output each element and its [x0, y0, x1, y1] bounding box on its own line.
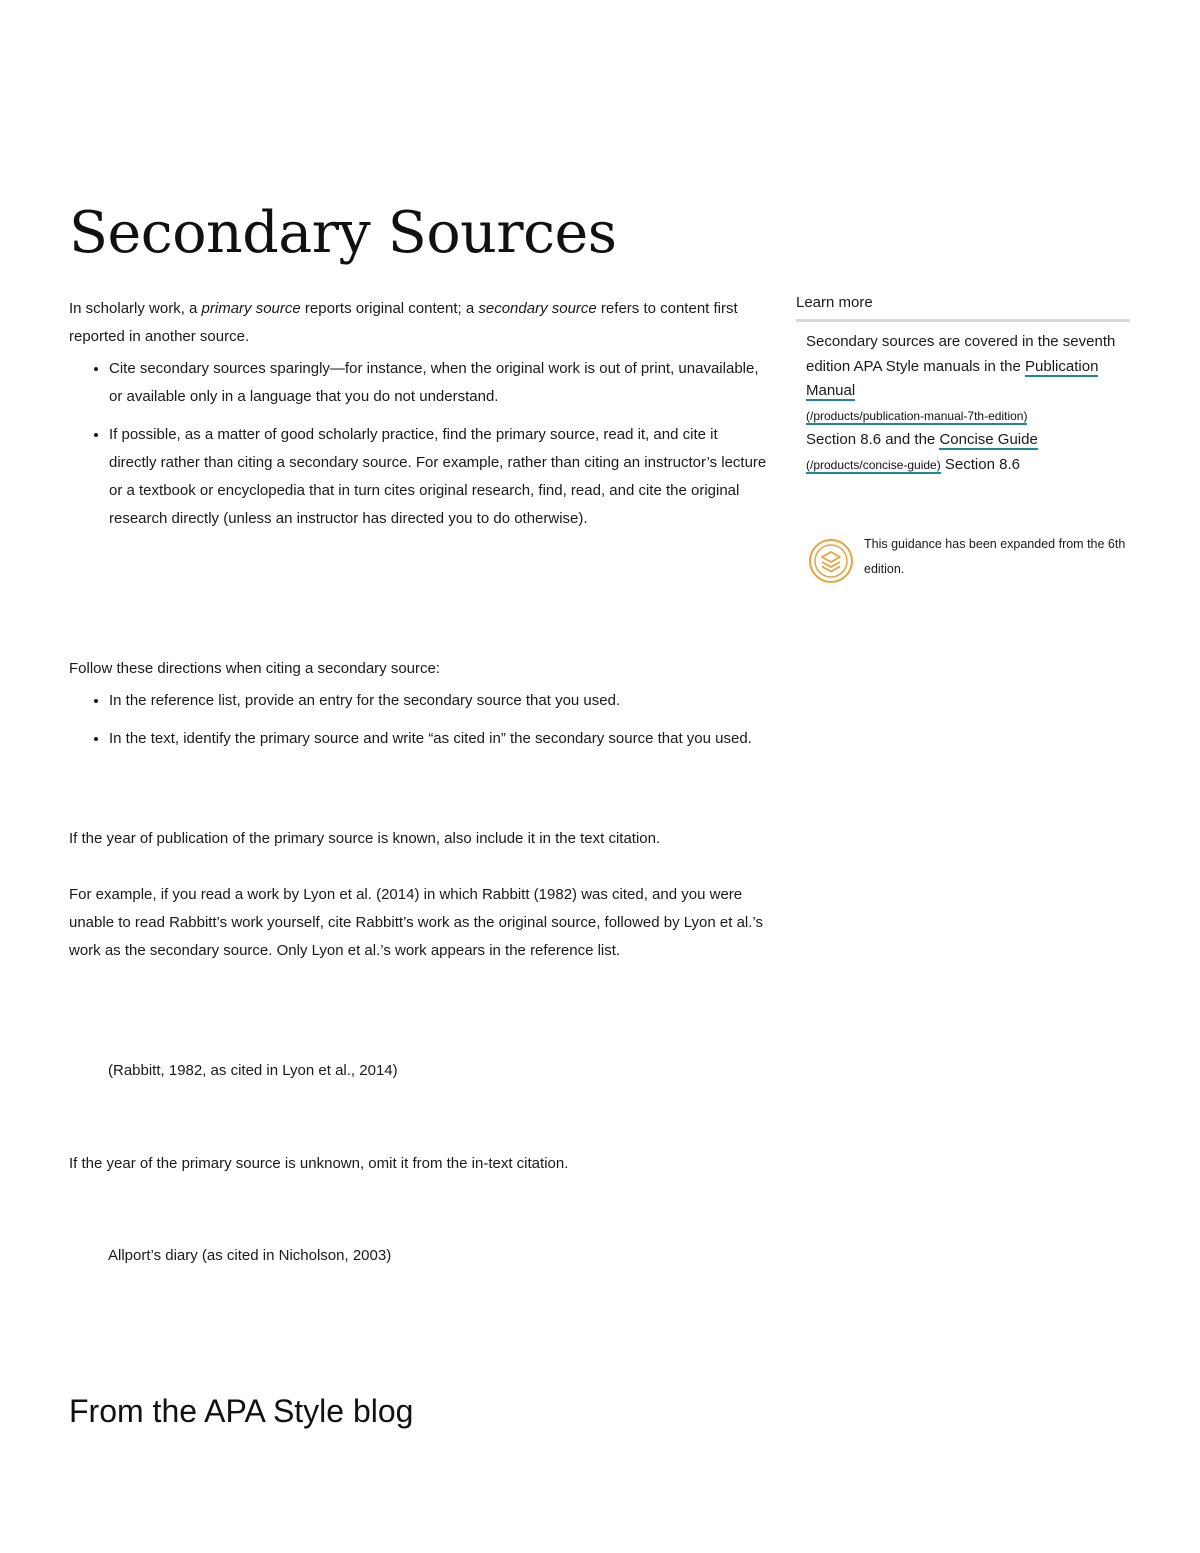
directions-list: [69, 687, 769, 753]
list-item: • In the reference list, provide an entry for the secondary source that you used.: [109, 687, 769, 715]
sidebar-heading: Learn more: [796, 294, 1130, 322]
list-item: • In the text, identify the primary source and write “as cited in” the secondary source that you used.: [109, 725, 769, 753]
example-paragraph: For example, if you read a work by Lyon et al. (2014) in which Rabbitt (1982) was cited, and you were unable to read Rabbitt’s work yourself, cite Rabbitt’s work as the original source, followed by Lyon et al.’s work as the secondary source. Only Lyon et al.’s work appears in the reference list.: [69, 886, 763, 959]
directions-section: [69, 655, 769, 753]
concise-guide-link[interactable]: Concise Guide: [939, 431, 1038, 448]
year-unknown-paragraph: If the year of the primary source is unknown, omit it from the in-text citation.: [69, 1155, 569, 1172]
directions-intro: Follow these directions when citing a secondary source:: [69, 660, 441, 677]
page-title: Secondary Sources: [69, 200, 617, 266]
intro-section: [69, 295, 769, 533]
badge-text: This guidance has been expanded from the 6th edition.: [864, 537, 1126, 576]
term-secondary-source: secondary source: [478, 300, 597, 317]
blog-heading: From the APA Style blog: [69, 1393, 414, 1429]
intro-paragraph: In scholarly work, a primary source reports original content; a secondary source refers to content first reported in another source.: [69, 300, 738, 345]
publication-manual-link[interactable]: Publication Manual: [806, 357, 1099, 399]
example-citation: (Rabbitt, 1982, as cited in Lyon et al., 2014): [108, 1062, 398, 1079]
concise-guide-url: (/products/concise-guide): [806, 457, 941, 472]
year-known-paragraph: If the year of publication of the primary source is known, also include it in the text citation.: [69, 830, 661, 847]
term-primary-source: primary source: [201, 300, 301, 317]
layers-icon: [808, 538, 854, 584]
publication-manual-url: (/products/publication-manual-7th-edition): [806, 408, 1028, 423]
sidebar-body: Secondary sources are covered in the seventh edition APA Style manuals in the Publication Manual (/products/publication-manual-7th-edition) Section 8.6 and the Concise Guide (/products/concise-guide) Section 8.6: [806, 333, 1116, 473]
example-citation: Allport’s diary (as cited in Nicholson, 2003): [108, 1247, 392, 1264]
list-item: • Cite secondary sources sparingly—for instance, when the original work is out of print, unavailable, or available only in a language that you do not understand.: [109, 355, 769, 411]
list-item: • If possible, as a matter of good scholarly practice, find the primary source, read it, and cite it directly rather than citing a secondary source. For example, rather than citing an instructor’s lecture or a textbook or encyclopedia that in turn cites original research, find, read, and cite the original research directly (unless an instructor has directed you to do otherwise).: [109, 421, 769, 533]
guidance-list: [69, 355, 769, 533]
